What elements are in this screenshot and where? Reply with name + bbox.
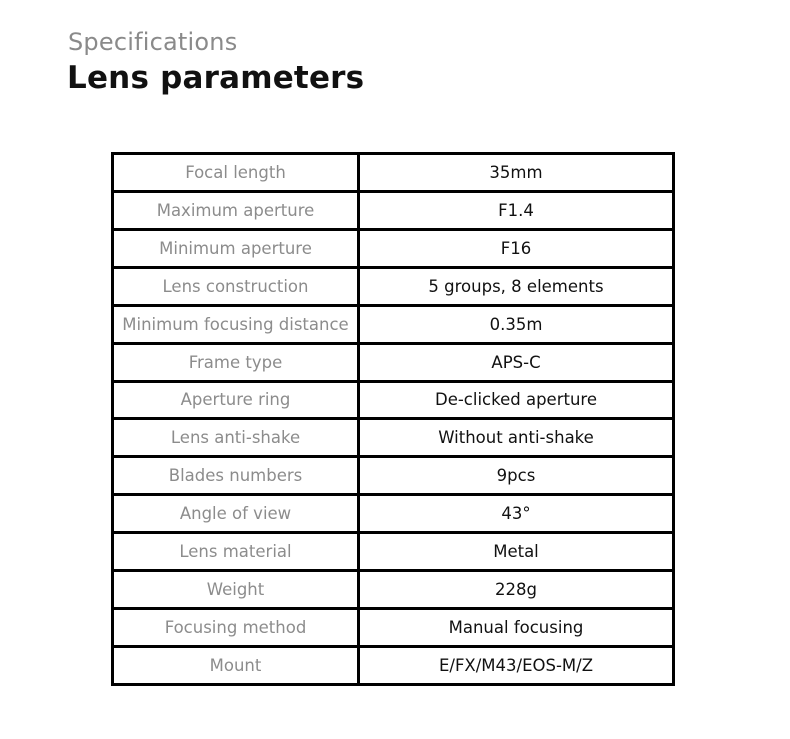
spec-label: Aperture ring <box>113 381 359 419</box>
spec-value: E/FX/M43/EOS-M/Z <box>359 646 674 684</box>
spec-table <box>111 152 675 686</box>
spec-value: 35mm <box>359 154 674 192</box>
table-row <box>113 267 674 305</box>
table-row <box>113 229 674 267</box>
spec-label: Weight <box>113 571 359 609</box>
spec-label: Focal length <box>113 154 359 192</box>
table-row <box>113 457 674 495</box>
spec-value: APS-C <box>359 343 674 381</box>
section-subtitle: Specifications <box>68 28 238 56</box>
spec-label: Lens construction <box>113 267 359 305</box>
spec-value: Without anti-shake <box>359 419 674 457</box>
spec-value: 0.35m <box>359 305 674 343</box>
table-row <box>113 571 674 609</box>
spec-value: De-clicked aperture <box>359 381 674 419</box>
page-title: Lens parameters <box>67 60 365 96</box>
spec-value: Manual focusing <box>359 609 674 647</box>
table-row <box>113 609 674 647</box>
spec-value: 43° <box>359 495 674 533</box>
spec-label: Minimum aperture <box>113 229 359 267</box>
spec-label: Maximum aperture <box>113 191 359 229</box>
table-row <box>113 305 674 343</box>
table-row <box>113 154 674 192</box>
spec-label: Lens material <box>113 533 359 571</box>
table-row <box>113 495 674 533</box>
table-row <box>113 533 674 571</box>
spec-label: Minimum focusing distance <box>113 305 359 343</box>
spec-value: F16 <box>359 229 674 267</box>
spec-value: 5 groups, 8 elements <box>359 267 674 305</box>
spec-value: F1.4 <box>359 191 674 229</box>
table-row <box>113 419 674 457</box>
spec-value: 228g <box>359 571 674 609</box>
spec-label: Frame type <box>113 343 359 381</box>
table-row <box>113 646 674 684</box>
spec-label: Lens anti-shake <box>113 419 359 457</box>
spec-label: Angle of view <box>113 495 359 533</box>
spec-label: Blades numbers <box>113 457 359 495</box>
spec-value: 9pcs <box>359 457 674 495</box>
spec-label: Mount <box>113 646 359 684</box>
spec-label: Focusing method <box>113 609 359 647</box>
spec-value: Metal <box>359 533 674 571</box>
table-row <box>113 191 674 229</box>
table-row <box>113 381 674 419</box>
table-row <box>113 343 674 381</box>
